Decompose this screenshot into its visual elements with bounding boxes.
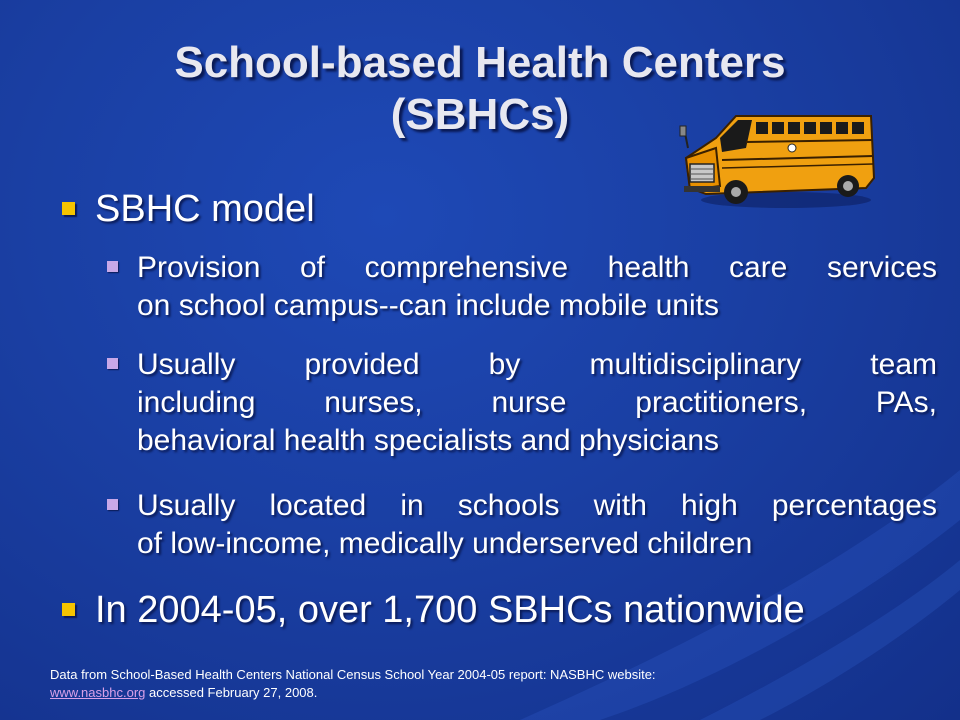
bullet-sbhc-model xyxy=(95,187,315,231)
subbullet-location xyxy=(137,487,937,563)
footnote-line2: accessed February 27, 2008. xyxy=(145,685,318,700)
footnote-line1: Data from School-Based Health Centers National Census School Year 2004-05 report: NASBHC website: xyxy=(50,667,656,682)
subbullet-line: on school campus--can include mobile units xyxy=(137,289,719,322)
subbullet-line: Provision of comprehensive health care services xyxy=(137,251,937,284)
subbullet-line: of low-income, medically underserved children xyxy=(137,527,753,560)
slide-title-line2: (SBHCs) xyxy=(390,90,570,139)
bullet-text: In 2004-05, over 1,700 SBHCs nationwide xyxy=(95,589,805,631)
subbullet-line: Usually located in schools with high percentages xyxy=(137,489,937,522)
bullet-nationwide xyxy=(95,588,805,632)
subbullet-line: behavioral health specialists and physicians xyxy=(137,424,720,457)
school-bus-icon xyxy=(676,108,876,212)
yellow-square-bullet-icon xyxy=(62,202,75,215)
slide-title-line1: School-based Health Centers xyxy=(174,38,786,87)
nasbhc-link[interactable]: www.nasbhc.org xyxy=(50,685,146,700)
subbullet-team xyxy=(137,346,937,460)
lilac-square-bullet-icon xyxy=(107,261,118,272)
subbullet-provision xyxy=(137,249,937,325)
yellow-square-bullet-icon xyxy=(62,603,75,616)
subbullet-line: Usually provided by multidisciplinary team xyxy=(137,348,937,381)
lilac-square-bullet-icon xyxy=(107,499,118,510)
subbullet-line: including nurses, nurse practitioners, PAs, xyxy=(137,386,937,419)
footnote xyxy=(50,666,850,702)
lilac-square-bullet-icon xyxy=(107,358,118,369)
bullet-text: SBHC model xyxy=(95,188,315,230)
